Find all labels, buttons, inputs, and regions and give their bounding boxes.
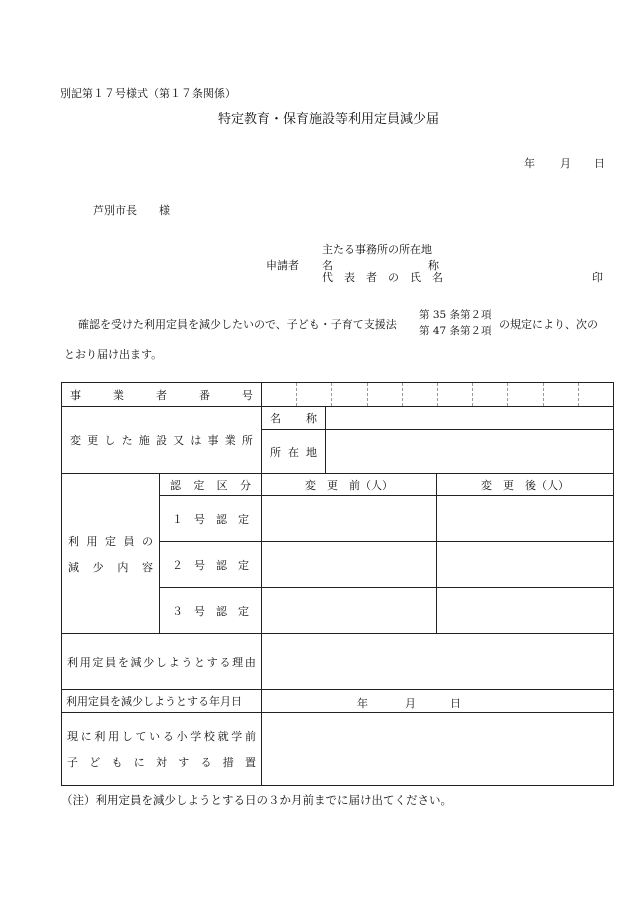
capacity-reduction-label: 利 用 定 員 の 減 少 内 容 [62, 474, 160, 634]
article-1: 第 35 条第２項 [419, 309, 492, 321]
category-1: １ 号 認 定 [160, 496, 262, 542]
after-2-field[interactable] [437, 542, 614, 588]
category-header: 認 定 区 分 [160, 474, 262, 496]
body-text-after: の規定により、次の [499, 318, 598, 331]
before-3-field[interactable] [262, 588, 437, 634]
seal-mark: 印 [592, 271, 603, 284]
date-day: 日 [594, 157, 605, 170]
representative-label: 代 表 者 の 氏 名 [322, 271, 443, 284]
operator-number-field[interactable] [262, 383, 614, 407]
date-month-label: 月 [405, 697, 416, 710]
after-1-field[interactable] [437, 496, 614, 542]
reason-field[interactable] [262, 634, 614, 690]
addressee: 芦別市長 様 [93, 204, 170, 217]
name-label-2: 称 [428, 259, 439, 272]
measures-label: 現 に 利 用 し て い る 小 学 校 就 学 前 子 ど も に 対 す る 措 置 [62, 713, 262, 786]
facility-name-label: 名 称 [262, 407, 326, 430]
date-year: 年 [524, 157, 535, 170]
address-label: 主たる事務所の所在地 [322, 243, 432, 256]
reason-label: 利 用 定 員 を 減 少 し よ う と す る 理 由 [62, 634, 262, 690]
facility-address-field[interactable] [326, 430, 614, 474]
before-header: 変 更 前（人） [262, 474, 437, 496]
facility-address-label: 所 在 地 [262, 430, 326, 474]
measures-field[interactable] [262, 713, 614, 786]
before-1-field[interactable] [262, 496, 437, 542]
article-2: 第 47 条第２項 [419, 325, 492, 337]
after-header: 変 更 後（人） [437, 474, 614, 496]
applicant-label: 申請者 [266, 259, 299, 272]
footnote: （注）利用定員を減少しようとする日の３か月前までに届け出てください。 [61, 793, 452, 807]
after-3-field[interactable] [437, 588, 614, 634]
date-year-label: 年 [357, 697, 368, 710]
date-day-label: 日 [450, 697, 461, 710]
facility-label: 変 更 し た 施 設 又 は 事 業 所 [62, 407, 262, 474]
date-field[interactable] [262, 690, 614, 713]
facility-name-field[interactable] [326, 407, 614, 430]
body-line-2: とおり届け出ます。 [64, 348, 163, 361]
name-label-1: 名 [322, 259, 333, 272]
form-style-label: 別記第１７号様式（第１７条関係） [60, 87, 236, 100]
application-table [61, 382, 614, 786]
body-text-before: 確認を受けた利用定員を減少したいので、子ども・子育て支援法 [78, 318, 397, 331]
operator-number-label: 事 業 者 番 号 [62, 383, 262, 407]
page-title: 特定教育・保育施設等利用定員減少届 [218, 112, 440, 127]
category-2: ２ 号 認 定 [160, 542, 262, 588]
date-month: 月 [560, 157, 571, 170]
date-label: 利用定員を減少しようとする年月日 [62, 690, 262, 713]
before-2-field[interactable] [262, 542, 437, 588]
category-3: ３ 号 認 定 [160, 588, 262, 634]
